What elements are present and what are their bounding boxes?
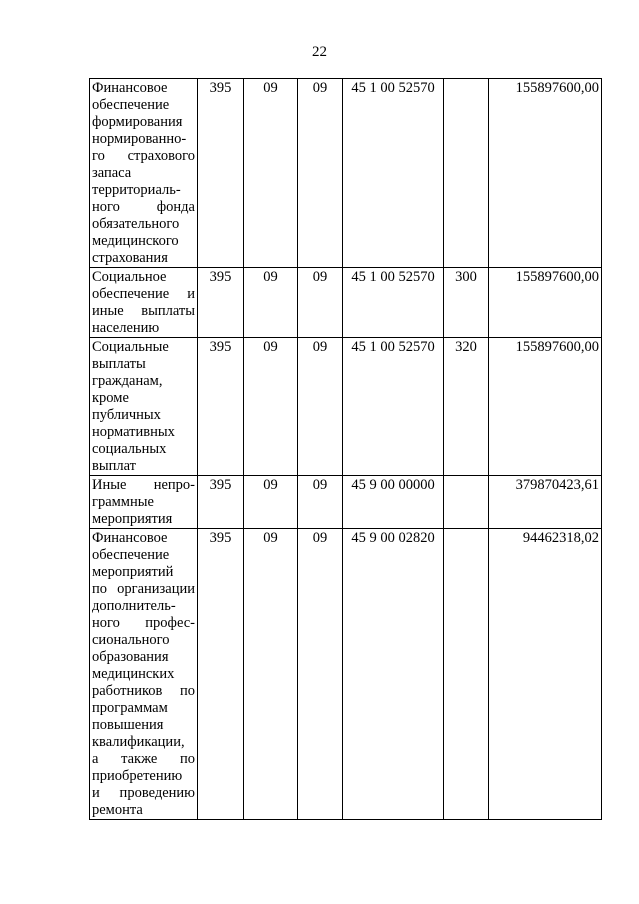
amount-value: 155897600,00 [515, 339, 599, 355]
item-name-line: запаса [92, 165, 132, 181]
admin-code-cell [198, 338, 244, 476]
admin-code-value: 395 [209, 477, 232, 493]
item-name-line: по организации [92, 581, 195, 597]
table-row [90, 268, 602, 338]
budget-table [89, 78, 602, 820]
item-name-line: страхования [92, 250, 168, 266]
item-name-line: нормированно- [92, 131, 187, 147]
item-name-cell [90, 529, 198, 820]
item-name-line: гражданам, [92, 373, 163, 389]
expense-type-cell [444, 529, 489, 820]
item-name-line: территориаль- [92, 182, 181, 198]
expense-type-value: 320 [455, 339, 477, 355]
item-name-line: формирования [92, 114, 183, 130]
table-row [90, 529, 602, 820]
amount-cell [489, 529, 602, 820]
target-article-cell [343, 268, 444, 338]
target-article-cell [343, 338, 444, 476]
subsection-value: 09 [312, 269, 328, 285]
item-name-line: ного профес- [92, 615, 195, 631]
expense-type-cell [444, 476, 489, 529]
subsection-value: 09 [312, 339, 328, 355]
item-name-line: обеспечение [92, 97, 170, 113]
item-name-line: иные выплаты [92, 303, 195, 319]
subsection-cell [298, 338, 343, 476]
item-name-line: мероприятия [92, 511, 173, 527]
expense-type-cell [444, 338, 489, 476]
target-article-value: 45 1 00 52570 [351, 80, 435, 96]
section-cell [244, 79, 298, 268]
item-name-line: приобретению [92, 768, 183, 784]
item-name-line: образования [92, 649, 169, 665]
item-name-line: программам [92, 700, 168, 716]
admin-code-cell [198, 268, 244, 338]
amount-cell [489, 79, 602, 268]
item-name-line: медицинского [92, 233, 179, 249]
admin-code-value: 395 [209, 339, 232, 355]
item-name-line: граммные [92, 494, 154, 510]
item-name-line: го страхового [92, 148, 195, 164]
amount-cell [489, 476, 602, 529]
item-name-line: публичных [92, 407, 161, 423]
item-name-line: Иные непро- [92, 477, 195, 493]
table-row [90, 476, 602, 529]
item-name-line: обеспечение и [92, 286, 195, 302]
subsection-value: 09 [312, 80, 328, 96]
target-article-cell [343, 476, 444, 529]
amount-cell [489, 338, 602, 476]
subsection-value: 09 [312, 530, 328, 546]
item-name-line: выплат [92, 458, 136, 474]
item-name-line: населению [92, 320, 160, 336]
item-name-cell [90, 476, 198, 529]
item-name-line: ного фонда [92, 199, 195, 215]
item-name-line: медицинских [92, 666, 175, 682]
expense-type-cell [444, 79, 489, 268]
amount-cell [489, 268, 602, 338]
item-name-cell [90, 268, 198, 338]
target-article-value: 45 9 00 02820 [351, 530, 435, 546]
section-value: 09 [263, 530, 278, 546]
table-row [90, 79, 602, 268]
section-cell [244, 529, 298, 820]
section-cell [244, 268, 298, 338]
expense-type-cell [444, 268, 489, 338]
subsection-cell [298, 529, 343, 820]
admin-code-cell [198, 79, 244, 268]
subsection-cell [298, 79, 343, 268]
item-name-line: нормативных [92, 424, 175, 440]
item-name-line: и проведению [92, 785, 195, 801]
section-value: 09 [263, 80, 278, 96]
item-name-line: квалификации, [92, 734, 185, 750]
item-name-line: дополнитель- [92, 598, 176, 614]
item-name-line: сионального [92, 632, 170, 648]
page-number: 22 [312, 44, 327, 60]
admin-code-value: 395 [209, 269, 232, 285]
subsection-cell [298, 268, 343, 338]
amount-value: 379870423,61 [515, 477, 599, 493]
item-name-line: Финансовое [92, 530, 168, 546]
item-name-line: ремонта [92, 802, 143, 818]
item-name-line: обеспечение [92, 547, 170, 563]
target-article-cell [343, 79, 444, 268]
target-article-cell [343, 529, 444, 820]
subsection-cell [298, 476, 343, 529]
table-body [90, 79, 602, 820]
item-name-line: обязательного [92, 216, 180, 232]
item-name-line: работников по [92, 683, 195, 699]
item-name-line: выплаты [92, 356, 146, 372]
item-name-line: повышения [92, 717, 164, 733]
amount-value: 155897600,00 [515, 269, 599, 285]
item-name-line: Социальное [92, 269, 167, 285]
expense-type-value: 300 [455, 269, 477, 285]
section-value: 09 [263, 477, 278, 493]
section-value: 09 [263, 269, 278, 285]
table-row [90, 338, 602, 476]
section-value: 09 [263, 339, 278, 355]
admin-code-value: 395 [209, 530, 232, 546]
admin-code-cell [198, 529, 244, 820]
item-name-line: социальных [92, 441, 167, 457]
item-name-line: Финансовое [92, 80, 168, 96]
item-name-cell [90, 79, 198, 268]
target-article-value: 45 9 00 00000 [351, 477, 435, 493]
item-name-cell [90, 338, 198, 476]
admin-code-cell [198, 476, 244, 529]
item-name-line: Социальные [92, 339, 169, 355]
item-name-line: кроме [92, 390, 129, 406]
target-article-value: 45 1 00 52570 [351, 339, 435, 355]
item-name-line: мероприятий [92, 564, 174, 580]
item-name-line: а также по [92, 751, 195, 767]
amount-value: 155897600,00 [515, 80, 599, 96]
section-cell [244, 476, 298, 529]
admin-code-value: 395 [209, 80, 232, 96]
section-cell [244, 338, 298, 476]
subsection-value: 09 [312, 477, 328, 493]
target-article-value: 45 1 00 52570 [351, 269, 435, 285]
amount-value: 94462318,02 [522, 530, 599, 546]
